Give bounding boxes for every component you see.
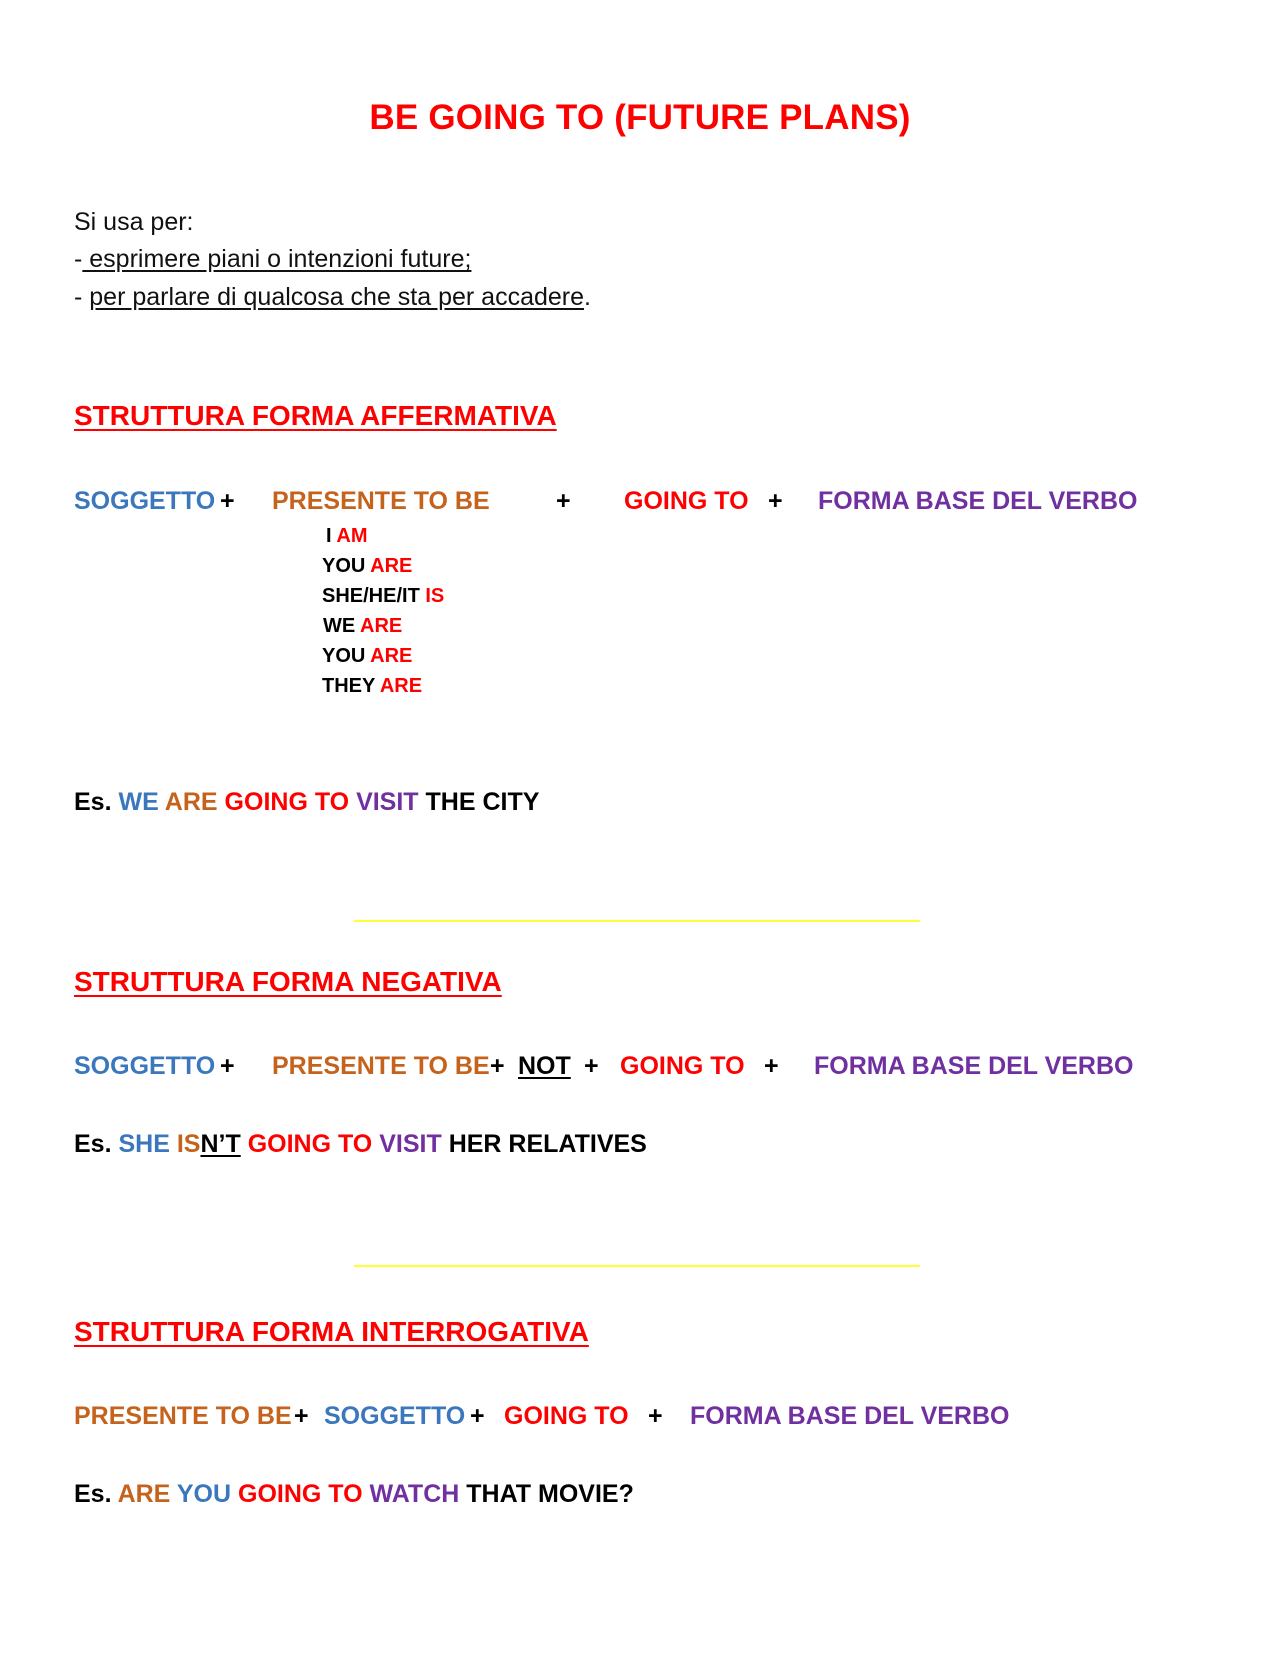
intro-item-2-end: . bbox=[584, 283, 591, 311]
example-be: IS bbox=[176, 1130, 201, 1158]
pronoun: THEY bbox=[322, 675, 375, 697]
aff-plus-3: + bbox=[768, 487, 783, 515]
example-verb: WATCH bbox=[369, 1480, 460, 1508]
example-affermativa bbox=[74, 788, 539, 817]
int-soggetto: SOGGETTO bbox=[324, 1402, 466, 1430]
conjugation-row bbox=[326, 525, 368, 548]
neg-soggetto: SOGGETTO bbox=[74, 1052, 216, 1080]
pronoun: SHE/HE/IT bbox=[322, 585, 420, 607]
neg-plus-1: + bbox=[220, 1052, 235, 1080]
aff-presente: PRESENTE TO BE bbox=[272, 487, 490, 515]
example-be: ARE bbox=[117, 1480, 171, 1508]
example-be: ARE bbox=[164, 788, 218, 816]
example-negativa bbox=[74, 1130, 647, 1159]
be-form: ARE bbox=[379, 675, 423, 697]
int-plus-1: + bbox=[294, 1402, 309, 1430]
heading-interrogativa: STRUTTURA FORMA INTERROGATIVA bbox=[74, 1316, 589, 1347]
neg-plus-3: + bbox=[584, 1052, 599, 1080]
be-form: ARE bbox=[360, 615, 403, 637]
page-title: BE GOING TO (FUTURE PLANS) bbox=[369, 98, 911, 137]
example-subject: WE bbox=[118, 788, 159, 816]
neg-not: NOT bbox=[518, 1052, 571, 1080]
int-plus-2: + bbox=[470, 1402, 485, 1430]
intro-item-2-dash: - bbox=[74, 283, 90, 311]
pronoun: YOU bbox=[322, 555, 366, 577]
neg-forma: FORMA BASE DEL VERBO bbox=[814, 1052, 1134, 1080]
aff-forma: FORMA BASE DEL VERBO bbox=[818, 487, 1138, 515]
conjugation-row bbox=[322, 645, 412, 668]
heading-affermativa: STRUTTURA FORMA AFFERMATIVA bbox=[74, 400, 557, 431]
neg-plus-4: + bbox=[764, 1052, 779, 1080]
pronoun: YOU bbox=[322, 645, 366, 667]
example-verb: VISIT bbox=[356, 788, 419, 816]
intro-item-1-dash: - bbox=[74, 245, 83, 273]
example-label: Es. bbox=[74, 788, 112, 816]
neg-presente: PRESENTE TO BE bbox=[272, 1052, 490, 1080]
example-going: GOING TO bbox=[224, 788, 350, 816]
intro-lead: Si usa per: bbox=[74, 208, 194, 236]
pronoun: I bbox=[326, 525, 332, 547]
be-form: ARE bbox=[370, 645, 413, 667]
int-presente: PRESENTE TO BE bbox=[74, 1402, 292, 1430]
example-label: Es. bbox=[74, 1130, 112, 1158]
neg-plus-2: + bbox=[490, 1052, 505, 1080]
example-interrogativa bbox=[74, 1480, 634, 1509]
separator-line bbox=[354, 920, 920, 922]
be-form: AM bbox=[336, 525, 368, 547]
aff-soggetto: SOGGETTO bbox=[74, 487, 216, 515]
be-form: ARE bbox=[370, 555, 413, 577]
example-rest: THE CITY bbox=[425, 788, 540, 816]
intro-item-1 bbox=[74, 245, 471, 274]
aff-plus-2: + bbox=[556, 487, 571, 515]
intro-item-1-text: esprimere piani o intenzioni future; bbox=[82, 245, 472, 273]
conjugation-row bbox=[322, 585, 444, 608]
example-verb: VISIT bbox=[379, 1130, 442, 1158]
separator-line bbox=[354, 1265, 920, 1267]
example-label: Es. bbox=[74, 1480, 112, 1508]
example-rest: HER RELATIVES bbox=[448, 1130, 647, 1158]
be-form: IS bbox=[425, 585, 445, 607]
example-going: GOING TO bbox=[247, 1130, 373, 1158]
intro-item-2 bbox=[74, 283, 591, 312]
aff-going: GOING TO bbox=[624, 487, 749, 515]
pronoun: WE bbox=[323, 615, 356, 637]
aff-plus-1: + bbox=[220, 487, 235, 515]
example-subject: YOU bbox=[176, 1480, 232, 1508]
heading-negativa: STRUTTURA FORMA NEGATIVA bbox=[74, 966, 502, 997]
example-subject: SHE bbox=[118, 1130, 170, 1158]
conjugation-row bbox=[322, 555, 412, 578]
example-rest: THAT MOVIE? bbox=[466, 1480, 634, 1508]
conjugation-row bbox=[322, 675, 422, 698]
int-plus-3: + bbox=[648, 1402, 663, 1430]
intro-item-2-text: per parlare di qualcosa che sta per accadere bbox=[89, 283, 585, 311]
conjugation-row bbox=[323, 615, 402, 638]
neg-going: GOING TO bbox=[620, 1052, 745, 1080]
int-forma: FORMA BASE DEL VERBO bbox=[690, 1402, 1010, 1430]
int-going: GOING TO bbox=[504, 1402, 629, 1430]
example-going: GOING TO bbox=[238, 1480, 363, 1508]
example-negation: N’T bbox=[200, 1130, 241, 1158]
